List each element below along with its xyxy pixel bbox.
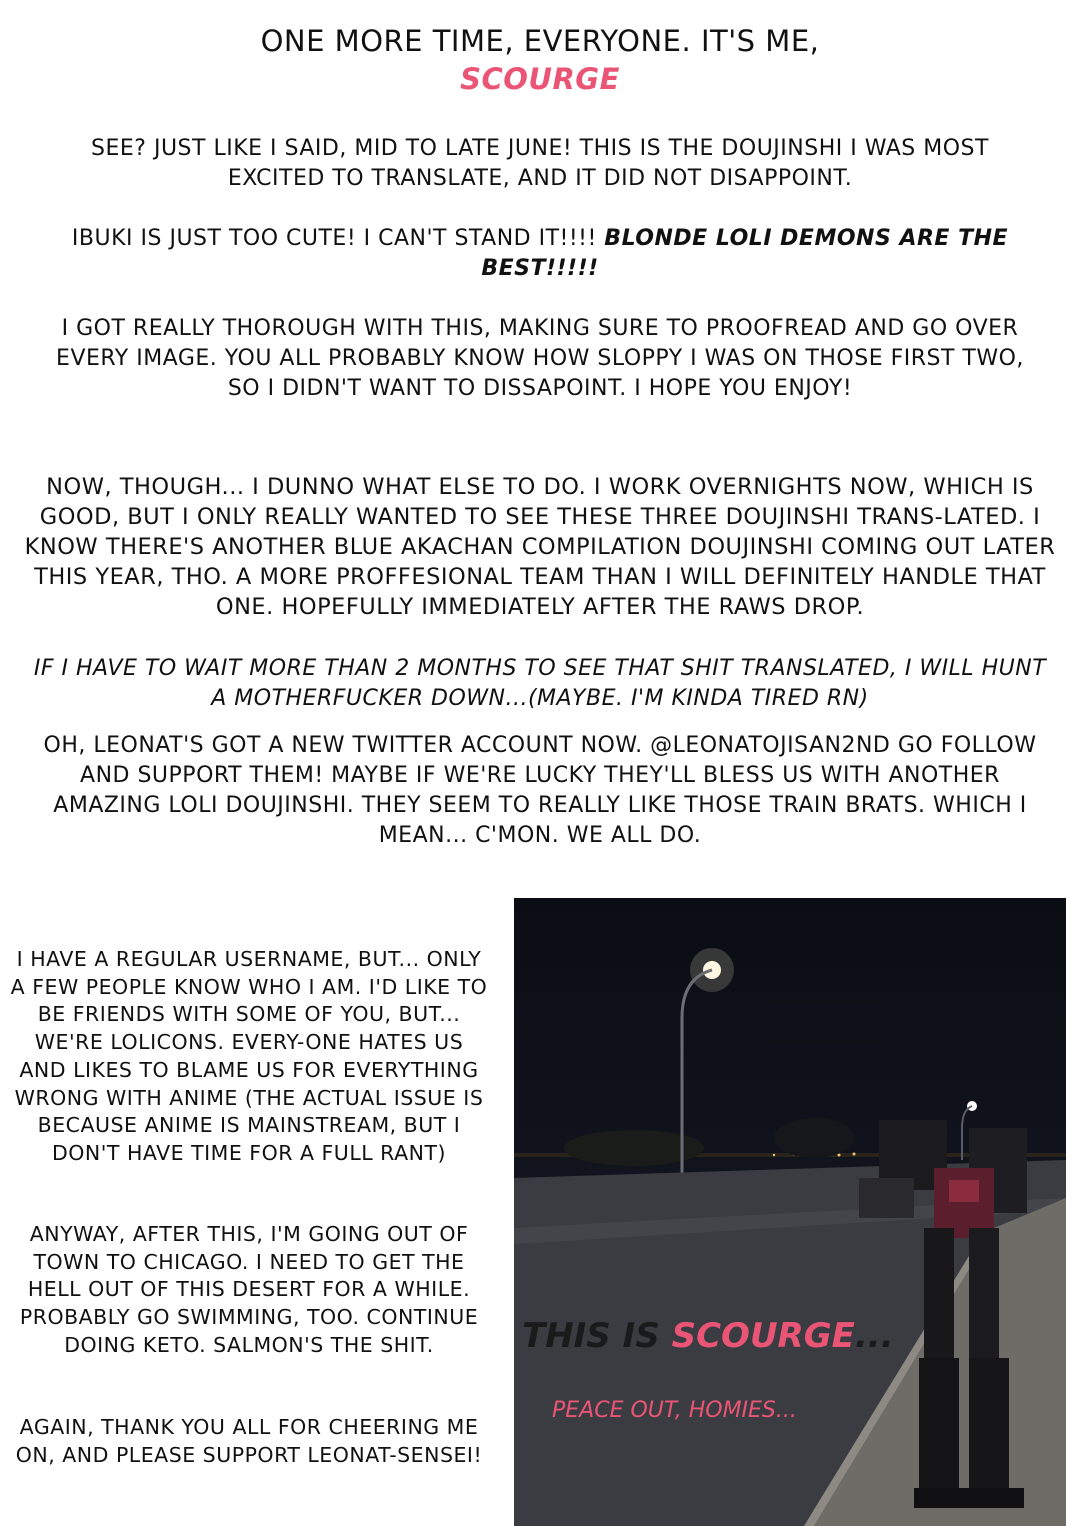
photo-scene xyxy=(514,898,1066,1526)
page-heading xyxy=(0,22,1080,98)
photo-caption xyxy=(522,1316,1062,1356)
night-street-photo xyxy=(514,898,1066,1526)
paragraph-leonat-twitter: OH, LEONAT'S GOT A NEW TWITTER ACCOUNT NOW. @LEONATOJISAN2ND GO FOLLOW AND SUPPORT THEM! MAYBE IF WE'RE LUCKY THEY'LL BLESS US WITH ANOTHER AMAZING LOLI DOUJINSHI. THEY SEEM TO REALLY LIKE THOSE TRAIN BRATS. WHICH I MEAN... C'MON. WE ALL DO. xyxy=(43,733,1037,848)
paragraph-release-note: SEE? JUST LIKE I SAID, MID TO LATE JUNE! THIS IS THE DOUJINSHI I WAS MOST EXCITED TO TRANSLATE, AND IT DID NOT DISAPPOINT. xyxy=(91,136,989,191)
paragraph-ibuki xyxy=(60,224,1020,284)
paragraph-ibuki-text: IBUKI IS JUST TOO CUTE! I CAN'T STAND IT!!!! xyxy=(71,226,605,251)
photo-caption-name: SCOURGE xyxy=(671,1316,855,1356)
photo-caption-prefix: THIS IS xyxy=(522,1316,672,1356)
side-paragraph-thanks: AGAIN, THANK YOU ALL FOR CHEERING ME ON, AND PLEASE SUPPORT LEONAT-SENSEI! xyxy=(15,1415,483,1467)
paragraph-threat: IF I HAVE TO WAIT MORE THAN 2 MONTHS TO SEE THAT SHIT TRANSLATED, I WILL HUNT A MOTHERFUCKER DOWN...(MAYBE. I'M KINDA TIRED RN) xyxy=(33,656,1047,711)
side-paragraph-chicago: ANYWAY, AFTER THIS, I'M GOING OUT OF TOWN TO CHICAGO. I NEED TO GET THE HELL OUT OF THIS DESERT FOR A WHILE. PROBABLY GO SWIMMING, TOO. CONTINUE DOING KETO. SALMON'S THE SHIT. xyxy=(19,1222,479,1357)
photo-caption-suffix: ... xyxy=(854,1316,894,1356)
paragraph-future: NOW, THOUGH... I DUNNO WHAT ELSE TO DO. I WORK OVERNIGHTS NOW, WHICH IS GOOD, BUT I ONLY REALLY WANTED TO SEE THESE THREE DOUJINSHI TRANS-LATED. I KNOW THERE'S ANOTHER BLUE AKACHAN COMPILATION DOUJINSHI COMING OUT LATER THIS YEAR, THO. A MORE PROFFESIONAL TEAM THAN I WILL DEFINITELY HANDLE THAT ONE. HOPEFULLY IMMEDIATELY AFTER THE RAWS DROP. xyxy=(24,474,1056,620)
side-paragraph-username: I HAVE A REGULAR USERNAME, BUT... ONLY A FEW PEOPLE KNOW WHO I AM. I'D LIKE TO BE FRIENDS WITH SOME OF YOU, BUT... WE'RE LOLICONS. EVERY-ONE HATES US AND LIKES TO BLAME US FOR EVERYTHING WRONG WITH ANIME (THE ACTUAL ISSUE IS BECAUSE ANIME IS MAINSTREAM, BUT I DON'T HAVE TIME FOR A FULL RANT) xyxy=(10,947,488,1165)
paragraph-ibuki-emphasis: BLONDE LOLI DEMONS ARE THE BEST!!!!! xyxy=(481,226,1009,281)
photo-subcaption: PEACE OUT, HOMIES... xyxy=(552,1398,797,1423)
heading-name: SCOURGE xyxy=(460,62,620,96)
heading-line: ONE MORE TIME, EVERYONE. IT'S ME, xyxy=(260,24,820,58)
paragraph-proofread: I GOT REALLY THOROUGH WITH THIS, MAKING SURE TO PROOFREAD AND GO OVER EVERY IMAGE. YOU ALL PROBABLY KNOW HOW SLOPPY I WAS ON THOSE FIRST TWO, SO I DIDN'T WANT TO DISSAPOINT. I HOPE YOU ENJOY! xyxy=(56,316,1024,401)
